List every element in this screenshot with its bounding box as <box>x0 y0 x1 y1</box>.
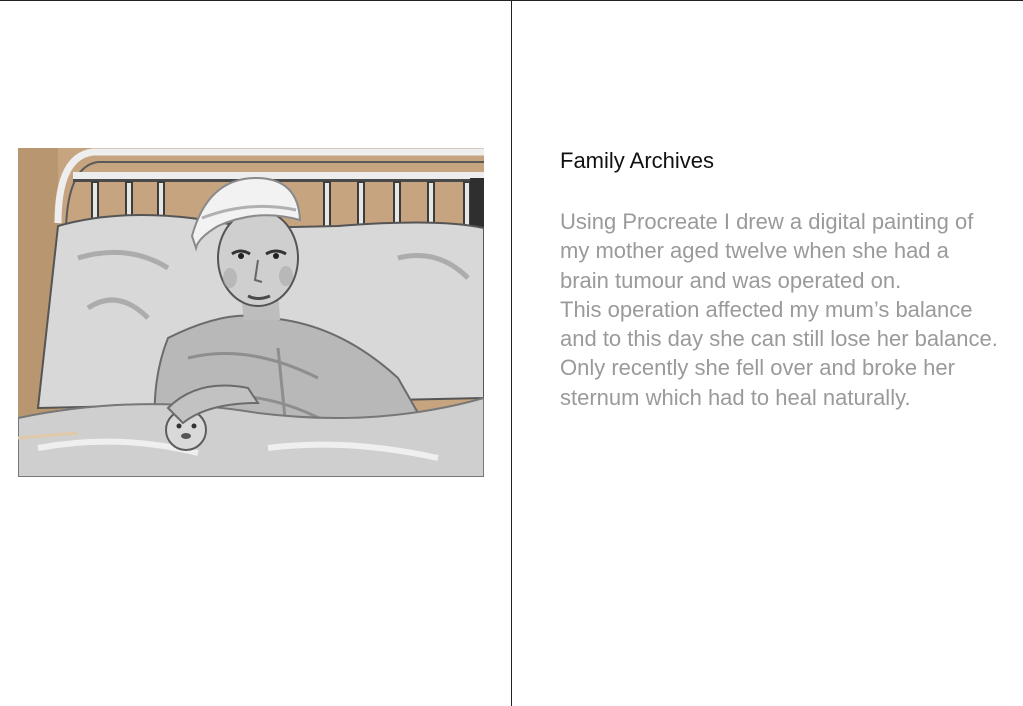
digital-painting-image <box>18 148 484 477</box>
page-title: Family Archives <box>560 148 715 173</box>
description-text <box>560 207 1000 412</box>
paragraph-1: Using Procreate I drew a digital painting of my mother aged twelve when she had a brain tumour and was operated on. <box>560 209 974 293</box>
paragraph-3: Only recently she fell over and broke her sternum which had to heal naturally. <box>560 355 955 410</box>
right-page <box>512 1 1023 706</box>
paragraph-2: This operation affected my mum’s balance and to this day she can still lose her balance. <box>560 296 998 352</box>
left-page <box>0 1 511 706</box>
